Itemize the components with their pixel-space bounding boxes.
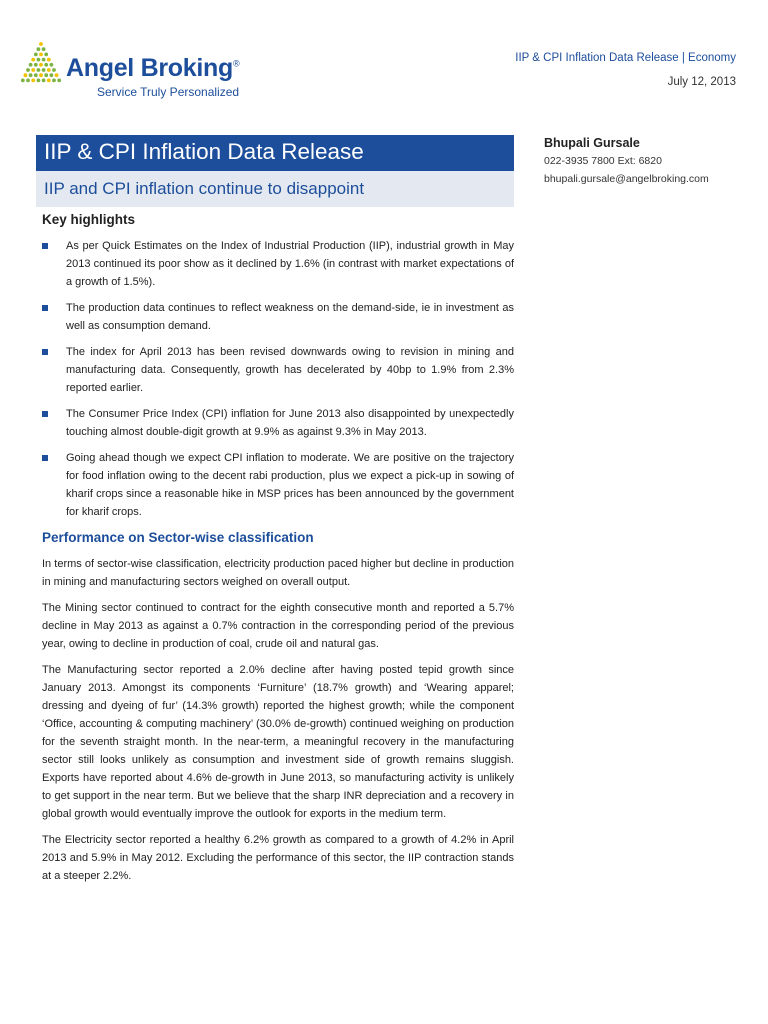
highlight-item: [42, 237, 514, 291]
report-category: IIP & CPI Inflation Data Release | Economy: [515, 52, 736, 64]
brand-name: Angel Broking®: [66, 54, 240, 82]
report-title: IIP & CPI Inflation Data Release: [44, 139, 364, 164]
logo-dot: [42, 47, 46, 51]
logo-dot: [44, 53, 48, 57]
logo-dot: [31, 79, 35, 83]
sector-heading: Performance on Sector-wise classification: [42, 530, 314, 545]
sector-paragraph: In terms of sector-wise classification, electricity production paced higher but decline in production in mining and manufacturing sectors weighed on overall output.: [42, 558, 514, 588]
highlight-text: The Consumer Price Index (CPI) inflation for June 2013 also disappointed by unexpectedly touching almost double-digit growth at 9.9% as against 9.3% in May 2013.: [66, 408, 514, 438]
logo-dot: [26, 68, 30, 72]
electricity-paragraph: The Electricity sector reported a healthy 6.2% growth as compared to a growth of 4.2% in April 2013 and 5.9% in May 2012. Excluding the performance of this sector, the IIP contraction stands at a steeper 2.2%.: [42, 834, 514, 882]
logo-dot: [52, 68, 56, 72]
logo-dot: [52, 79, 56, 83]
square-bullet-icon: [42, 411, 48, 417]
logo-dot: [39, 73, 43, 77]
logo-dot: [44, 73, 48, 77]
logo-dot: [37, 79, 41, 83]
report-body: [42, 212, 514, 893]
logo-dot: [34, 63, 38, 67]
logo-dot: [37, 68, 41, 72]
square-bullet-icon: [42, 455, 48, 461]
highlight-item: [42, 299, 514, 335]
logo-dot: [39, 53, 43, 57]
title-block: [36, 135, 514, 207]
logo-dot: [39, 63, 43, 67]
company-logo: [18, 40, 258, 104]
highlight-text: As per Quick Estimates on the Index of Industrial Production (IIP), industrial growth in May 2013 continued its poor show as it declined by 1.6% (in contrast with market expectations of a growth of 1.5%).: [66, 240, 514, 288]
square-bullet-icon: [42, 349, 48, 355]
highlight-text: The index for April 2013 has been revised downwards owing to revision in mining and manufacturing data. Consequently, growth has decelerated by 40bp to 1.9% from 2.3% reported earlier.: [66, 346, 514, 394]
brand-tagline: Service Truly Personalized: [97, 85, 240, 99]
logo-dot: [31, 58, 35, 62]
triangle-dots-logo-icon: [18, 40, 64, 86]
logo-dot: [47, 68, 51, 72]
report-date: July 12, 2013: [667, 76, 736, 88]
logo-dot: [42, 58, 46, 62]
logo-dot: [21, 79, 25, 83]
logo-dot: [34, 53, 38, 57]
analyst-name: Bhupali Gursale: [544, 136, 640, 150]
key-highlights-heading: Key highlights: [42, 212, 136, 227]
logo-dot: [47, 58, 51, 62]
analyst-contact: [544, 136, 709, 185]
logo-dot: [55, 73, 59, 77]
analyst-email[interactable]: bhupali.gursale@angelbroking.com: [544, 173, 709, 185]
logo-dot: [29, 73, 33, 77]
logo-dot: [26, 79, 30, 83]
highlight-item: [42, 405, 514, 441]
highlight-text: Going ahead though we expect CPI inflation to moderate. We are positive on the trajectory for food inflation owing to the decent rabi production, plus we expect a pick-up in sowing of kharif crops since a reasonable hike in MSP prices has been announced by the government for kharif crops.: [66, 452, 514, 518]
highlight-item: [42, 449, 514, 521]
logo-dot: [44, 63, 48, 67]
logo-dot: [31, 68, 35, 72]
logo-dot: [37, 47, 41, 51]
analyst-phone: 022-3935 7800 Ext: 6820: [544, 155, 662, 167]
report-subtitle: IIP and CPI inflation continue to disappoint: [44, 179, 365, 198]
manufacturing-paragraph: The Manufacturing sector reported a 2.0% decline after having posted tepid growth since January 2013. Amongst its components ‘Furniture’ (18.7% growth) and ‘Wearing apparel; dressing and dyeing of fur’ (14.3% growth) reported the highest growth; while the component ‘Office, accounting & computing machinery’ (30.0% de-growth) continued weighing on production for the seventh straight month. In the near-term, a meaningful recovery in the manufacturing sector still looks unlikely as consumption and investment side of growth remains sluggish. Exports have reported about 4.6% de-growth in June 2013, so manufacturing activity is unlikely to get support in the near term. But we believe that the sharp INR depreciation and a recovery in global growth would eventually improve the outlook for exports in the medium term.: [42, 664, 514, 820]
highlight-text: The production data continues to reflect weakness on the demand-side, ie in investment as well as consumption demand.: [66, 302, 514, 332]
report-header-info: [515, 52, 736, 88]
square-bullet-icon: [42, 243, 48, 249]
highlight-item: [42, 343, 514, 397]
key-highlights-list: [42, 237, 514, 521]
logo-dot: [50, 63, 54, 67]
logo-dot: [24, 73, 28, 77]
logo-dot: [50, 73, 54, 77]
mining-paragraph: The Mining sector continued to contract for the eighth consecutive month and reported a 5.7% decline in May 2013 as against a 0.7% contraction in the corresponding period of the previous year, owing to decline in production of coal, crude oil and natural gas.: [42, 602, 514, 650]
logo-dot: [34, 73, 38, 77]
logo-dot: [39, 42, 43, 46]
logo-dot: [47, 79, 51, 83]
logo-dot: [37, 58, 41, 62]
logo-dot: [29, 63, 33, 67]
logo-dot: [42, 68, 46, 72]
square-bullet-icon: [42, 305, 48, 311]
logo-dot: [42, 79, 46, 83]
logo-dot: [57, 79, 61, 83]
